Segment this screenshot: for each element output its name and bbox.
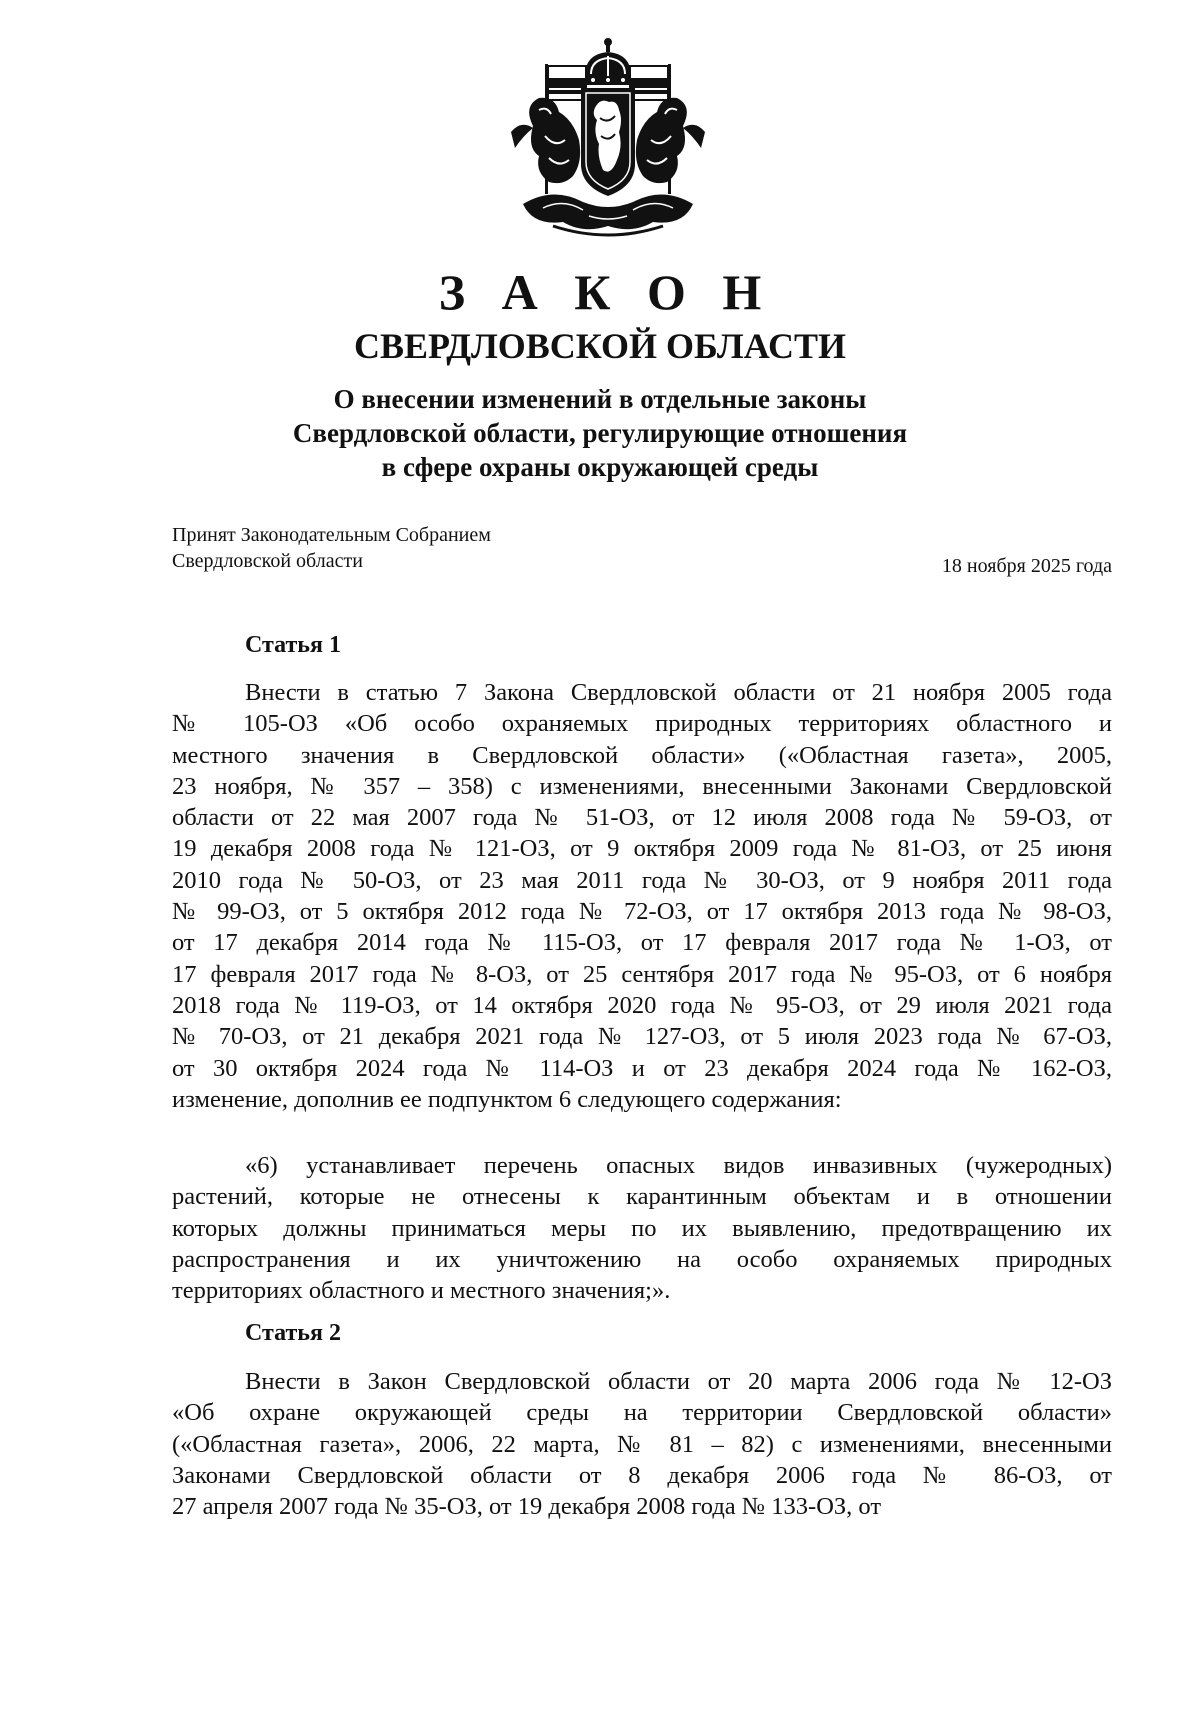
left-griffin-icon xyxy=(511,98,580,183)
paragraph-line: 19 декабря 2008 года № 121-ОЗ, от 9 октября 2009 года № 81-ОЗ, от 25 июня xyxy=(172,835,1112,863)
paragraph-line: № 99-ОЗ, от 5 октября 2012 года № 72-ОЗ, от 17 октября 2013 года № 98-ОЗ, xyxy=(172,898,1112,926)
paragraph-line: от 30 октября 2024 года № 114-ОЗ и от 23 декабря 2024 года № 162-ОЗ, xyxy=(172,1054,1112,1082)
paragraph-line: 27 апреля 2007 года № 35-ОЗ, от 19 декабря 2008 года № 133-ОЗ, от xyxy=(172,1493,882,1521)
paragraph-line: области от 22 мая 2007 года № 51-ОЗ, от 12 июля 2008 года № 59-ОЗ, от xyxy=(172,804,1112,832)
adopted-date: 18 ноября 2025 года xyxy=(941,555,1112,577)
law-title-line: Свердловской области, регулирующие отношения xyxy=(292,418,908,448)
paragraph-line: («Областная газета», 2006, 22 марта, № 81 – 82) с изменениями, внесенными xyxy=(172,1430,1112,1458)
adopted-by-line: Свердловской области xyxy=(172,550,363,572)
law-title-line: О внесении изменений в отдельные законы xyxy=(333,384,867,414)
law-title xyxy=(0,382,1200,484)
paragraph-line: № 105-ОЗ «Об особо охраняемых природных территориях областного и xyxy=(172,710,1112,738)
crown-icon xyxy=(583,38,633,85)
paragraph-line: изменение, дополнив ее подпунктом 6 следующего содержания: xyxy=(172,1085,842,1113)
law-title-line: в сфере охраны окружающей среды xyxy=(381,452,819,482)
article-paragraph xyxy=(172,1366,1112,1522)
paragraph-line: 23 ноября, № 357 – 358) с изменениями, внесенными Законами Свердловской xyxy=(172,772,1112,800)
paragraph-line: Законами Свердловской области от 8 декабря 2006 года № 86-ОЗ, от xyxy=(172,1461,1112,1489)
right-griffin-icon xyxy=(636,98,705,183)
paragraph-line: территориях областного и местного значения;». xyxy=(172,1277,671,1305)
article-heading: Статья 2 xyxy=(245,1320,341,1346)
article-paragraph xyxy=(172,1150,1112,1306)
paragraph-line: от 17 декабря 2014 года № 115-ОЗ, от 17 февраля 2017 года № 1-ОЗ, от xyxy=(172,929,1112,957)
paragraph-line: 2010 года № 50-ОЗ, от 23 мая 2011 года № 30-ОЗ, от 9 ноября 2011 года xyxy=(172,866,1112,894)
paragraph-line: Внести в статью 7 Закона Свердловской области от 21 ноября 2005 года xyxy=(245,679,1112,706)
paragraph-line: растений, которые не отнесены к карантинным объектам и в отношении xyxy=(172,1183,1112,1211)
paragraph-line: «Об охране окружающей среды на территории Свердловской области» xyxy=(172,1399,1112,1427)
paragraph-line: которых должны приниматься меры по их выявлению, предотвращению их xyxy=(172,1214,1112,1242)
document-type-title: З А К О Н xyxy=(438,264,774,320)
adopted-by-line: Принят Законодательным Собранием xyxy=(172,524,491,546)
paragraph-line: распространения и их уничтожению на особо охраняемых природных xyxy=(172,1245,1112,1273)
adopted-by xyxy=(172,522,491,574)
paragraph-line: 2018 года № 119-ОЗ, от 14 октября 2020 года № 95-ОЗ, от 29 июля 2021 года xyxy=(172,991,1112,1019)
paragraph-line: местного значения в Свердловской области» («Областная газета», 2005, xyxy=(172,741,1112,769)
paragraph-line: Внести в Закон Свердловской области от 20 марта 2006 года № 12-ОЗ xyxy=(245,1368,1112,1395)
paragraph-line: 17 февраля 2017 года № 8-ОЗ, от 25 сентября 2017 года № 95-ОЗ, от 6 ноября xyxy=(172,960,1112,988)
coat-of-arms-emblem xyxy=(493,36,723,246)
base-foliage-icon xyxy=(523,194,693,235)
article-heading: Статья 1 xyxy=(245,632,341,658)
region-title: СВЕРДЛОВСКОЙ ОБЛАСТИ xyxy=(354,326,846,366)
article-paragraph xyxy=(172,677,1112,1115)
paragraph-line: «6) устанавливает перечень опасных видов инвазивных (чужеродных) xyxy=(245,1152,1112,1179)
shield-icon xyxy=(581,88,635,196)
paragraph-line: № 70-ОЗ, от 21 декабря 2021 года № 127-ОЗ, от 5 июля 2023 года № 67-ОЗ, xyxy=(172,1023,1112,1051)
